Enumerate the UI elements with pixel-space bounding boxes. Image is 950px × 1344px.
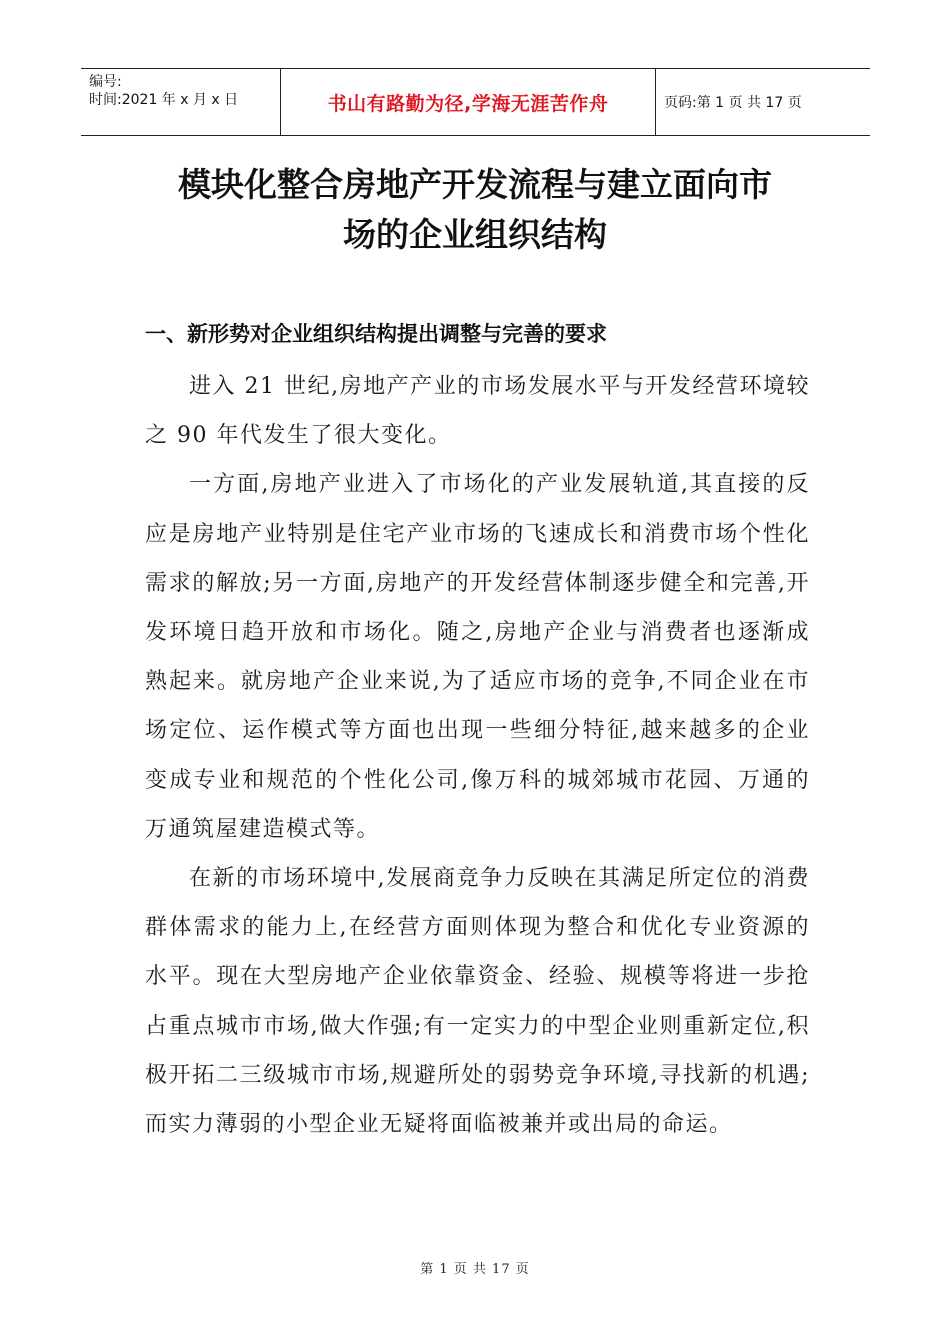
body-text <box>145 362 810 1149</box>
document-header <box>81 68 870 136</box>
document-title <box>100 160 850 260</box>
paragraph: 在新的市场环境中,发展商竞争力反映在其满足所定位的消费群体需求的能力上,在经营方面则体现为整合和优化专业资源的水平。现在大型房地产企业依靠资金、经验、规模等将进一步抢占重点城市市场,做大作强;有一定实力的中型企业则重新定位,积极开拓二三级城市市场,规避所处的弱势竞争环境,寻找新的机遇;而实力薄弱的小型企业无疑将面临被兼并或出局的命运。 <box>145 866 810 1138</box>
page-footer: 第 1 页 共 17 页 <box>420 1262 530 1277</box>
number-label: 编号: <box>89 74 122 90</box>
time-label: 时间:2021 年 x 月 x 日 <box>89 92 239 108</box>
header-meta <box>81 69 281 135</box>
title-line-2: 场的企业组织结构 <box>343 215 607 254</box>
header-page-info: 页码:第 1 页 共 17 页 <box>664 95 802 111</box>
paragraph: 一方面,房地产业进入了市场化的产业发展轨道,其直接的反应是房地产业特别是住宅产业市场的飞速成长和消费市场个性化需求的解放;另一方面,房地产的开发经营体制逐步健全和完善,开发环境日趋开放和市场化。随之,房地产企业与消费者也逐渐成熟起来。就房地产企业来说,为了适应市场的竞争,不同企业在市场定位、运作模式等方面也出现一些细分特征,越来越多的企业变成专业和规范的个性化公司,像万科的城郊城市花园、万通的万通筑屋建造模式等。 <box>145 472 810 842</box>
section-heading: 一、新形势对企业组织结构提出调整与完善的要求 <box>145 321 607 346</box>
title-line-1: 模块化整合房地产开发流程与建立面向市 <box>178 165 772 204</box>
paragraph: 进入 21 世纪,房地产产业的市场发展水平与开发经营环境较之 90 年代发生了很大变化。 <box>145 374 810 449</box>
header-motto: 书山有路勤为径,学海无涯苦作舟 <box>281 69 656 135</box>
